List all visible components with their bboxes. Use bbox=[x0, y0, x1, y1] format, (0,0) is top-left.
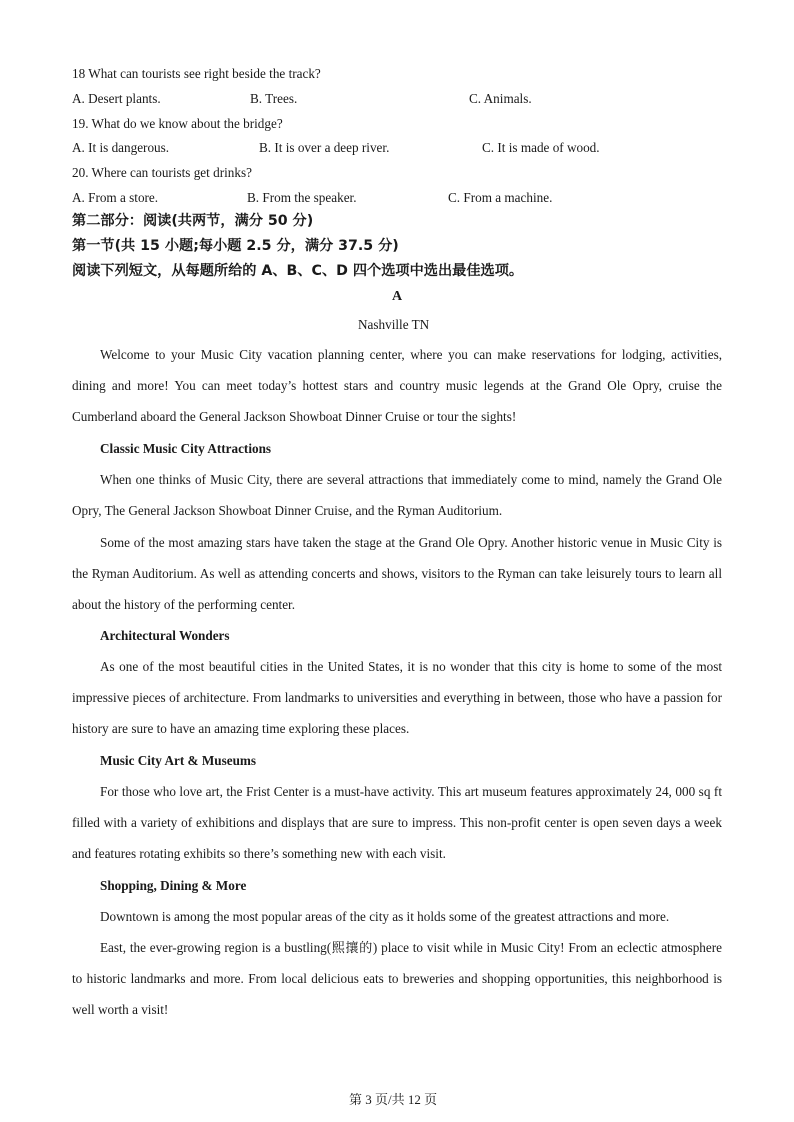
question-18-stem: 18 What can tourists see right beside the track? bbox=[72, 66, 321, 81]
question-19-option-b: B. It is over a deep river. bbox=[259, 140, 390, 155]
question-20-stem: 20. Where can tourists get drinks? bbox=[72, 165, 252, 180]
paragraph-downtown: Downtown is among the most popular areas of the city as it holds some of the greatest attractions and more. bbox=[100, 909, 670, 924]
heading-classic-attractions: Classic Music City Attractions bbox=[100, 441, 272, 456]
question-18-option-c: C. Animals. bbox=[469, 91, 532, 106]
passage-intro: Welcome to your Music City vacation planning center, where you can make reservations for lodging, activities, dining and more! You can meet today’s hottest stars and country music legends at the Grand Ole Opry, cruise the Cumberland aboard the General Jackson Showboat Dinner Cruise or tour the sights! bbox=[72, 347, 722, 424]
question-19-option-c: C. It is made of wood. bbox=[482, 140, 600, 155]
paragraph-east: East, the ever-growing region is a bustling(熙攘的) place to visit while in Music City! From an eclectic atmosphere to historic landmarks and more. From local delicious eats to breweries and shopping opportunities, this neighborhood is well worth a visit! bbox=[72, 940, 722, 1017]
heading-shopping-dining: Shopping, Dining & More bbox=[100, 878, 247, 893]
paragraph-classic-1: When one thinks of Music City, there are several attractions that immediately come to mind, namely the Grand Ole Opry, The General Jackson Showboat Dinner Cruise, and the Ryman Auditorium. bbox=[72, 472, 722, 518]
paragraph-art: For those who love art, the Frist Center is a must-have activity. This art museum features approximately 24, 000 sq ft filled with a variety of exhibitions and displays that are sure to impress. This non-profit center is open seven days a week and features rotating exhibits so there’s something new with each visit. bbox=[72, 784, 722, 861]
question-18-option-b: B. Trees. bbox=[250, 91, 298, 106]
question-20-option-a: A. From a store. bbox=[72, 190, 159, 205]
question-20-option-c: C. From a machine. bbox=[448, 190, 553, 205]
question-20-option-b: B. From the speaker. bbox=[247, 190, 357, 205]
question-18-option-a: A. Desert plants. bbox=[72, 91, 161, 106]
part-title: 第二部分：阅读(共两节，满分 50 分) bbox=[72, 213, 314, 229]
question-19-stem: 19. What do we know about the bridge? bbox=[72, 116, 283, 131]
paragraph-classic-2: Some of the most amazing stars have taken the stage at the Grand Ole Opry. Another historic venue in Music City is the Ryman Auditorium. As well as attending concerts and shows, visitors to the Ryman can take leisurely tours to learn all about the history of the performing center. bbox=[72, 535, 722, 612]
reading-instruction: 阅读下列短文，从每题所给的 A、B、C、D 四个选项中选出最佳选项。 bbox=[72, 263, 524, 279]
heading-architectural-wonders: Architectural Wonders bbox=[100, 628, 230, 643]
question-19-option-a: A. It is dangerous. bbox=[72, 140, 170, 155]
passage-label: A bbox=[392, 289, 403, 304]
passage-title: Nashville TN bbox=[358, 317, 430, 332]
page-number: 第 3 页/共 12 页 bbox=[349, 1092, 438, 1107]
subsection-title: 第一节(共 15 小题;每小题 2.5 分，满分 37.5 分) bbox=[72, 238, 399, 254]
paragraph-architecture: As one of the most beautiful cities in the United States, it is no wonder that this city is home to some of the most impressive pieces of architecture. From landmarks to universities and everything in between, those who have a passion for history are sure to have an amazing time exploring these places. bbox=[72, 659, 722, 736]
heading-art-museums: Music City Art & Museums bbox=[100, 753, 257, 768]
